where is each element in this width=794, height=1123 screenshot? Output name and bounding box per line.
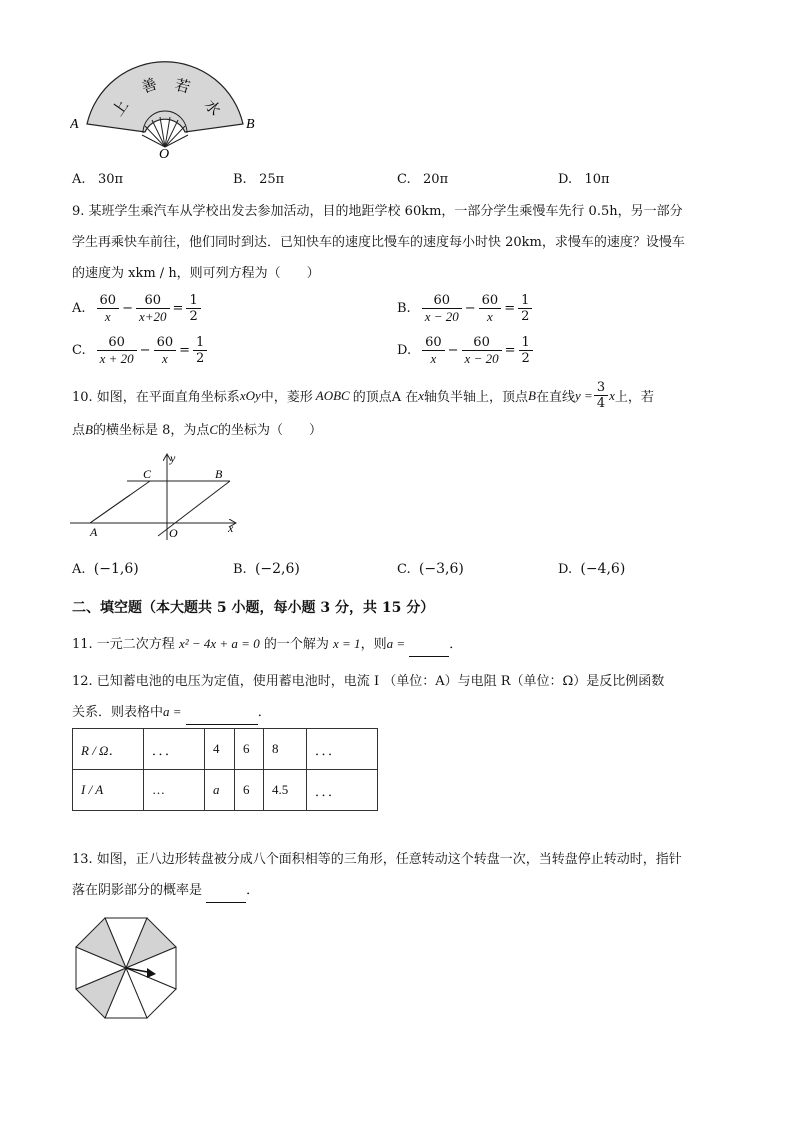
option-letter: A.: [72, 301, 86, 316]
fan-label-a: A: [70, 117, 79, 132]
text: 轴负半轴上，顶点: [424, 390, 529, 405]
minus-sign: −: [139, 343, 151, 358]
table-row: [73, 729, 378, 770]
table-cell: 4.5: [264, 770, 307, 811]
answer-blank[interactable]: [186, 702, 258, 725]
q10-line-1: [72, 380, 654, 411]
q10-option-a[interactable]: [72, 561, 139, 577]
option-letter: C.: [397, 562, 411, 577]
q9-option-d[interactable]: [397, 335, 534, 366]
math-var: x: [418, 387, 425, 403]
option-letter: B.: [397, 301, 411, 316]
math-var: C: [209, 422, 219, 437]
fan-char-2: 善: [139, 74, 160, 97]
minus-sign: −: [464, 301, 476, 316]
text: 的顶点A 在: [352, 390, 419, 405]
table-cell: R / Ω．: [73, 729, 144, 770]
equals-sign: =: [179, 343, 191, 358]
q13-line-1: 13. 如图，正八边形转盘被分成八个面积相等的三角形，任意转动这个转盘一次，当转盘停止转动时，指针: [72, 852, 682, 867]
q9-line-2: 学生再乘快车前往，他们同时到达．已知快车的速度比慢车的速度每小时快 20km，求慢车的速度？设慢车: [72, 235, 685, 250]
math-var: AOBC: [315, 387, 350, 403]
q10-option-d[interactable]: [558, 561, 625, 577]
rhombus-figure: [70, 450, 240, 545]
q9-option-b[interactable]: [397, 293, 533, 324]
text: 关系．则表格中: [72, 705, 164, 720]
q8-option-a[interactable]: [72, 172, 123, 187]
option-letter: C.: [72, 343, 86, 358]
table-cell: 6: [235, 770, 264, 811]
q9-option-c[interactable]: [72, 335, 208, 366]
option-letter: C.: [397, 172, 411, 187]
math-var: x: [609, 387, 615, 403]
q12-line-2: [72, 701, 271, 725]
table-row: [73, 770, 378, 811]
option-value: 30π: [97, 172, 124, 187]
section-heading: 二、填空题（本大题共 5 小题，每小题 3 分，共 15 分）: [72, 600, 435, 616]
option-value: (−1,6): [93, 561, 139, 577]
q8-option-c[interactable]: [397, 172, 448, 187]
text: 11. 一元二次方程: [72, 637, 175, 652]
q10-line-2: [72, 419, 322, 442]
minus-sign: −: [447, 343, 459, 358]
option-value: (−2,6): [254, 561, 300, 577]
fan-char-1: 上: [108, 96, 132, 120]
option-value: 25π: [259, 172, 285, 187]
text: ．: [449, 637, 463, 652]
minus-sign: −: [122, 301, 133, 316]
option-letter: B.: [233, 172, 247, 187]
equals-sign: =: [504, 301, 516, 316]
axis-label-y: y: [170, 451, 176, 465]
text: ．: [257, 705, 271, 720]
table-cell: ．．．: [307, 770, 378, 811]
table-cell: …: [144, 770, 205, 811]
option-value: (−4,6): [580, 561, 626, 577]
text: 中，菱形: [260, 390, 313, 405]
fraction: $\frac{60}{x}$: [97, 293, 120, 324]
table-cell: a: [205, 770, 235, 811]
fraction: $\frac{3}{4}$: [594, 380, 608, 411]
fraction: $\frac{60}{x + 20}$: [97, 335, 137, 366]
fraction: $\frac{1}{2}$: [519, 335, 533, 366]
answer-blank[interactable]: [409, 634, 449, 657]
text: 上，若: [614, 390, 654, 405]
math-var: B: [85, 422, 93, 437]
fraction: $\frac{1}{2}$: [193, 335, 207, 366]
option-value: 20π: [423, 172, 449, 187]
q9-line-1: 9. 某班学生乘汽车从学校出发去参加活动，目的地距学校 60km，一部分学生乘慢车先行 0.5h，另一部分: [72, 204, 683, 219]
q12-line-1: 12. 已知蓄电池的电压为定值，使用蓄电池时，电流 I （单位：A）与电阻 R（单位：Ω）是反比例函数: [72, 674, 665, 689]
text: 落在阴影部分的概率是: [72, 883, 203, 898]
rhombus-label-c: C: [143, 467, 152, 481]
resistance-current-table: [72, 728, 378, 811]
option-letter: A.: [72, 172, 86, 187]
q8-option-d[interactable]: [558, 172, 610, 187]
table-cell: 6: [235, 729, 264, 770]
text: 在直线: [536, 390, 576, 405]
text: 10. 如图，在平面直角坐标系: [72, 390, 240, 405]
text: 的一个解为: [263, 637, 329, 652]
option-letter: D.: [558, 562, 573, 577]
q9-option-a[interactable]: [72, 293, 202, 324]
option-letter: D.: [558, 172, 573, 187]
option-letter: D.: [397, 343, 412, 358]
q10-option-b[interactable]: [233, 561, 300, 577]
equals-sign: =: [172, 301, 184, 316]
text: 的横坐标是 8，为点: [92, 423, 210, 438]
equals-sign: =: [504, 343, 516, 358]
q13-line-2: [72, 880, 259, 903]
q8-option-b[interactable]: [233, 172, 284, 187]
octagon-spinner: [70, 912, 182, 1024]
math-var: x = 1: [333, 636, 361, 651]
option-letter: A.: [72, 562, 86, 577]
fan-label-b: B: [246, 117, 255, 132]
fraction: $\frac{60}{x}$: [154, 335, 177, 366]
answer-blank[interactable]: [206, 880, 246, 903]
rhombus-label-b: B: [215, 467, 223, 481]
math-var: a =: [163, 704, 182, 719]
text: 点: [72, 423, 86, 438]
fan-label-o: O: [159, 147, 170, 160]
q9-line-3: 的速度为 xkm / h，则可列方程为（ ）: [72, 266, 320, 281]
fraction: $\frac{60}{x}$: [422, 335, 445, 366]
fraction: $\frac{60}{x - 20}$: [422, 293, 462, 324]
fraction: $\frac{60}{x}$: [479, 293, 502, 324]
fraction: $\frac{1}{2}$: [186, 293, 200, 324]
math-var: xOy: [239, 387, 261, 403]
q10-option-c[interactable]: [397, 561, 464, 577]
q11-line: [72, 633, 462, 657]
math-var: B: [528, 387, 536, 403]
axis-label-x: x: [228, 521, 234, 535]
option-value: 10π: [584, 172, 610, 187]
math-var: y =: [575, 387, 593, 403]
fan-figure: [70, 55, 270, 160]
fraction: $\frac{1}{2}$: [518, 293, 532, 324]
rhombus-label-o: O: [169, 526, 178, 540]
text: ，则: [360, 637, 387, 652]
table-cell: I / A: [73, 770, 144, 811]
fraction: $\frac{60}{x+20}$: [136, 293, 170, 324]
option-letter: B.: [233, 562, 247, 577]
table-cell: ．．．: [307, 729, 378, 770]
text: ．: [246, 883, 260, 898]
text: 的坐标为（ ）: [218, 423, 323, 438]
equation: x² − 4x + a = 0: [178, 636, 260, 651]
table-cell: ．．．: [144, 729, 205, 770]
table-cell: 8: [264, 729, 307, 770]
table-cell: 4: [205, 729, 235, 770]
rhombus-label-a: A: [90, 525, 98, 539]
math-var: a =: [386, 636, 406, 651]
fan-char-3: 若: [172, 75, 193, 97]
option-value: (−3,6): [418, 561, 464, 577]
fraction: $\frac{60}{x - 20}$: [462, 335, 502, 366]
fan-char-4: 水: [200, 96, 225, 120]
